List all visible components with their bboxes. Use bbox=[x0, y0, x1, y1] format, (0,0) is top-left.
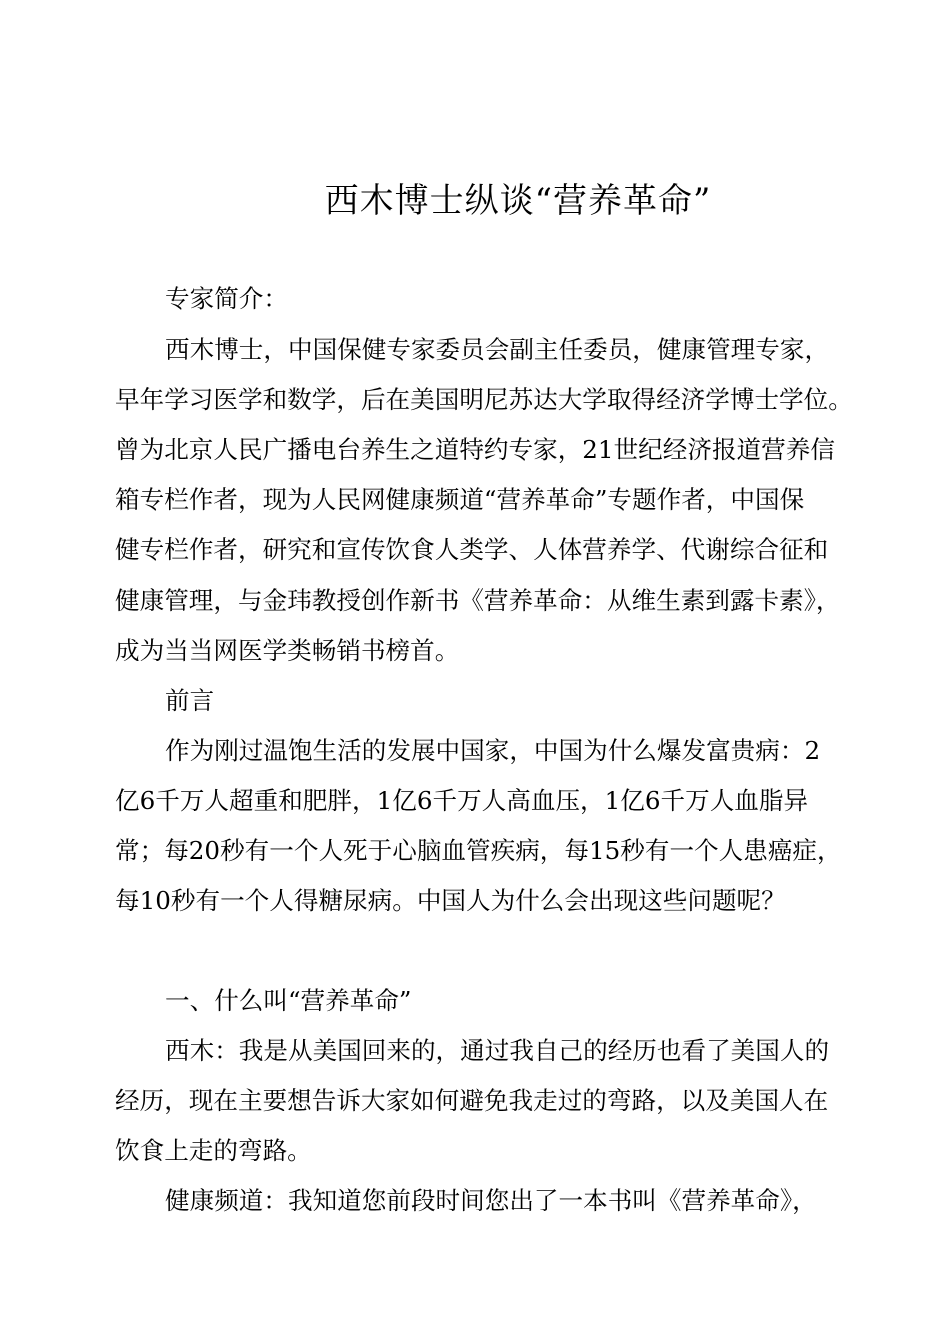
paragraph-line: 箱专栏作者，现为人民网健康频道“营养革命”专题作者，中国保 bbox=[115, 485, 805, 514]
paragraph-line: 西木：我是从美国回来的，通过我自己的经历也看了美国人的 bbox=[165, 1036, 830, 1065]
paragraph-line: 常；每20秒有一个人死于心脑血管疾病，每15秒有一个人患癌症， bbox=[115, 836, 842, 865]
paragraph-line: 健专栏作者，研究和宣传饮食人类学、人体营养学、代谢综合征和 bbox=[115, 535, 829, 564]
paragraph-line: 成为当当网医学类畅销书榜首。 bbox=[115, 636, 460, 665]
paragraph-line: 饮食上走的弯路。 bbox=[115, 1136, 312, 1165]
paragraph-line: 亿6千万人超重和肥胖，1亿6千万人高血压，1亿6千万人血脂异 bbox=[115, 786, 809, 815]
paragraph-line: 西木博士，中国保健专家委员会副主任委员，健康管理专家， bbox=[165, 335, 830, 364]
paragraph-line: 每10秒有一个人得糖尿病。中国人为什么会出现这些问题呢？ bbox=[115, 886, 786, 915]
paragraph-line: 经历，现在主要想告诉大家如何避免我走过的弯路，以及美国人在 bbox=[115, 1086, 829, 1115]
paragraph-line: 健康频道：我知道您前段时间您出了一本书叫《营养革命》， bbox=[165, 1186, 817, 1215]
document-title: 西木博士纵谈“营养革命” bbox=[324, 181, 712, 221]
preface-heading: 前言 bbox=[165, 686, 215, 715]
section-heading: 一、什么叫“营养革命” bbox=[165, 986, 412, 1015]
paragraph-line: 早年学习医学和数学，后在美国明尼苏达大学取得经济学博士学位。 bbox=[115, 385, 853, 414]
paragraph-line: 作为刚过温饱生活的发展中国家，中国为什么爆发富贵病：2 bbox=[165, 736, 821, 765]
expert-intro-heading: 专家简介： bbox=[165, 284, 288, 313]
paragraph-line: 健康管理，与金玮教授创作新书《营养革命：从维生素到露卡素》， bbox=[115, 586, 841, 615]
paragraph-line: 曾为北京人民广播电台养生之道特约专家，21世纪经济报道营养信 bbox=[115, 435, 835, 464]
